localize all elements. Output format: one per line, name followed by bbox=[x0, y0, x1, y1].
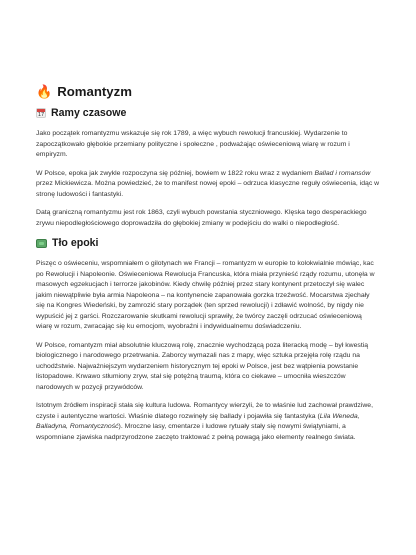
calendar-icon bbox=[36, 108, 46, 118]
section-heading: Tło epoki bbox=[52, 237, 99, 249]
italic-title: Ballad i romansów bbox=[314, 169, 371, 177]
section-heading-row bbox=[36, 237, 380, 249]
page-title: Romantyzm bbox=[57, 84, 132, 99]
paragraph: Jako początek romantyzmu wskazuje się rok 1789, a więc wybuch rewolucji francuskiej. Wydarzenie to zapoczątkowało głębokie przemiany polityczne i społeczne , podważając oświeceniową wiarę w rozum i empiryzm. bbox=[36, 130, 350, 158]
page-title-row bbox=[36, 84, 380, 99]
italic-titles: Lila Weneda, Balladyna, Romantyczność bbox=[36, 412, 360, 430]
paragraph: Istotnym źródłem inspiracji stała się kultura ludowa. Romantycy wierzyli, że to właśnie lud zachował prawdziwe, czyste i autentyczne wartości. Właśnie dlatego rozwinęły się ballady i pojawiła się fantastyka (Lila Weneda, Balladyna, Romantyczność). Mroczne lasy, cmentarze i ludowe rytuały stały się nowymi świątyniami, a wspomniane zjawiska nadprzyrodzone zaczęto traktować z pełną powagą jako elementy realnego świata. bbox=[36, 402, 373, 441]
fire-icon: 🔥 bbox=[36, 84, 53, 99]
paragraph: W Polsce, romantyzm miał absolutnie kluczową rolę, znacznie wychodzącą poza literacką modę – był kwestią biologicznego i narodowego przetrwania. Zaborcy wymazali nas z mapy, więc sztuka przejęła rolę rządu na uchodźstwie. Najważniejszym wydarzeniem historycznym tej epoki w Polsce, jest bez wątpienia powstanie listopadowe. Krwawo stłumiony zryw, stał się potężną traumą, która co ciekawe – umocniła wieszczów narodowych w pozycji przywódców. bbox=[36, 341, 369, 391]
section-heading: Ramy czasowe bbox=[51, 107, 127, 119]
section-heading-row bbox=[36, 107, 380, 119]
screen-icon bbox=[36, 239, 47, 248]
paragraph: W Polsce, epoka jak zwykle rozpoczyna się później, bowiem w 1822 roku wraz z wydaniem Ballad i romansów przez Mickiewicza. Można powiedzieć, że to manifest nowej epoki – odrzuca klasyczne reguły oświecenia, idąc w stronę ludowości i fantastyki. bbox=[36, 169, 380, 198]
paragraph: Datą graniczną romantyzmu jest rok 1863, czyli wybuch powstania styczniowego. Klęska tego desperackiego zrywu niepodległościowego doprowadziła do głębokiej zmiany w podejściu do walki o niepodległość. bbox=[36, 209, 367, 227]
paragraph: Piszęc o oświeceniu, wspomniałem o gilotynach we Francji – romantyzm w europie to kolokwialnie mówiąc, kac po Rewolucji i Napoleonie. Oświeceniowa Rewolucja Francuska, która miała przynieść rządy rozumu, utonęła w masowych egzekucjach i terrorze jakobinów. Kiedy chwilę później przez stary kontynent przetoczył się walec jakim niewątpliwie była armia Napoleona – na kontynencie zapanowała gorzka trzeźwość. Mocarstwa zjechały się na Kongres Wiedeński, by zamrozić stary porządek (ten sprzed rewolucji) i zdławić wolność, by nigdy nie wypuścić jej z garści. Rozczarowanie skutkami rewolucji sprawiły, że twórcy zaczęli odrzucać oświeceniową wiarę w rozum, zwracając się ku emocjom, wyobraźni i indywidualnemu doświadczeniu. bbox=[36, 260, 375, 330]
